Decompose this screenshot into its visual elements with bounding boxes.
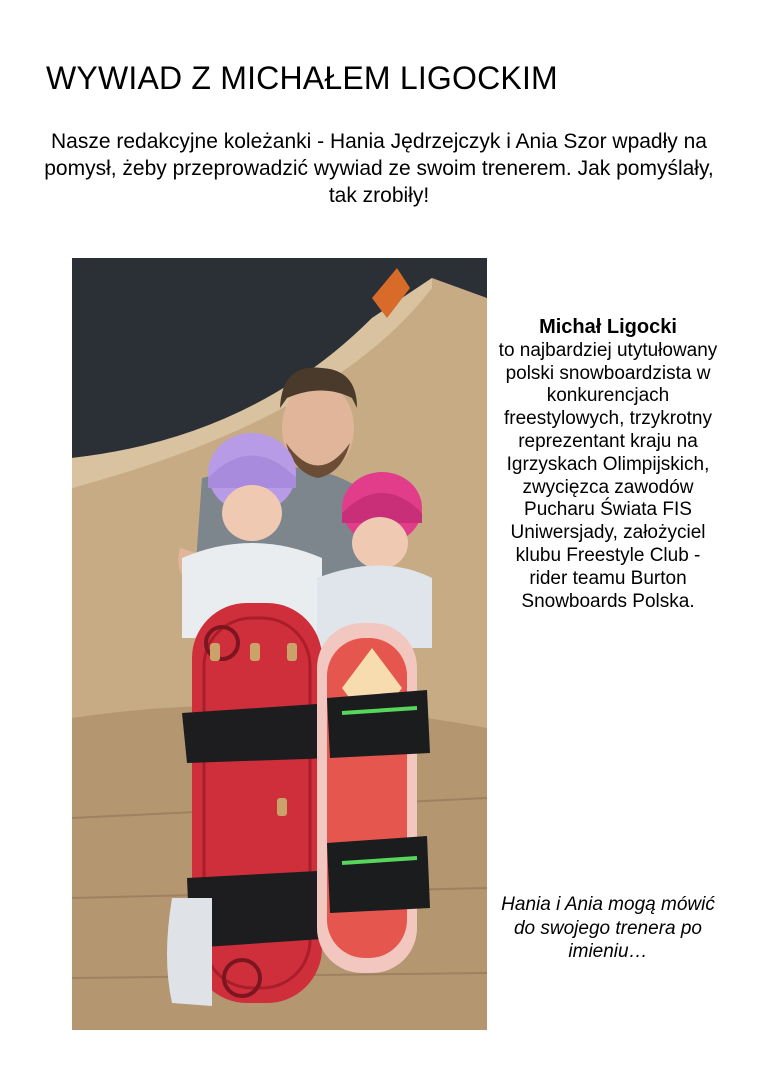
photo-coach-with-girls-snowboards (72, 258, 487, 1030)
photo-caption: Hania i Ania mogą mówić do swojego trenera po imieniu… (501, 894, 715, 962)
bio-text: to najbardziej utytułowany polski snowboardzista w konkurencjach freestylowych, trzykrotny reprezentant kraju na Igrzyskach Olimpijskich, zwycięzca zawodów Pucharu Świata FIS Uniwersjady, założyciel klubu Freestyle Club - rider teamu Burton Snowboards Polska. (498, 339, 718, 612)
intro-paragraph: Nasze redakcyjne koleżanki - Hania Jędrzejczyk i Ania Szor wpadły na pomysł, żeby przeprowadzić wywiad ze swoim trenerem. Jak pomyślały, tak zrobiły! (44, 130, 714, 207)
page-title: WYWIAD Z MICHAŁEM LIGOCKIM (46, 60, 558, 96)
bio-block (494, 316, 722, 613)
bio-name: Michał Ligocki (539, 316, 677, 338)
